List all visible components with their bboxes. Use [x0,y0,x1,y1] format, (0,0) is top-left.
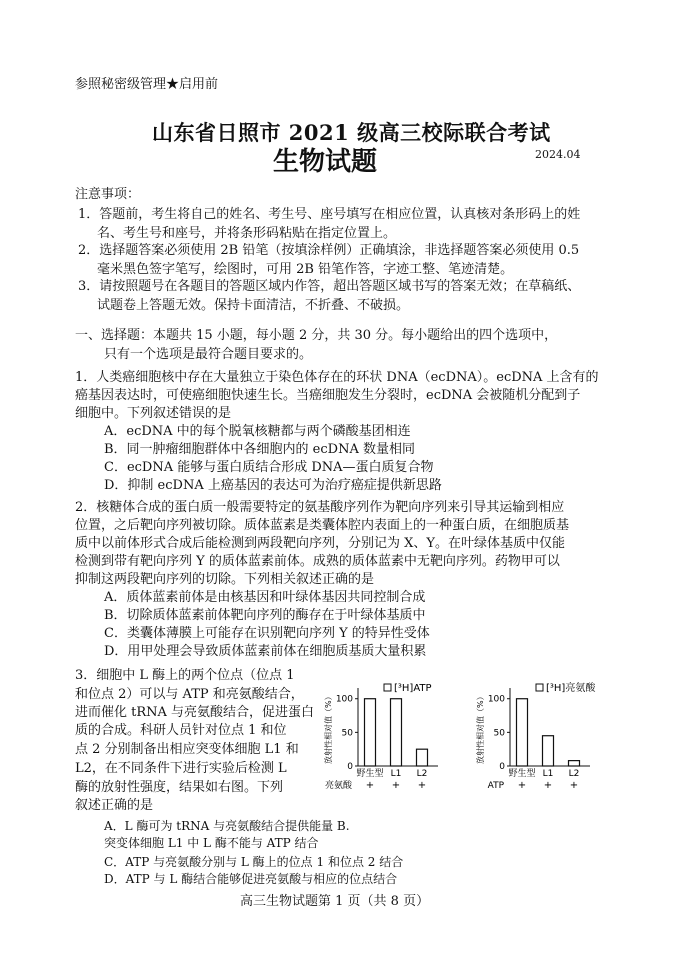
notice-item-2-cont: 毫米黑色签字笔写，绘图时，可用 2B 铅笔作答，字迹工整、笔迹清楚。 [97,262,514,277]
q1-option-d: D．抑制 ecDNA 上癌基因的表达可为治疗癌症提供新思路 [104,478,442,493]
notice-item-1-cont: 名、考生号和座号，并将条形码粘贴在指定位置上。 [97,226,397,241]
q1-stem-line: 1．人类癌细胞核中存在大量独立于染色体存在的环状 DNA（ecDNA）。ecDNA 上含有的 [75,370,599,385]
y-tick-label: 100 [487,694,505,705]
q3-option-d: D．ATP 与 L 酶结合能够促进亮氨酸与相应的位点结合 [104,872,398,886]
chart-atp-svg [322,680,472,796]
q3-stem-line: 进而催化 tRNA 与亮氨酸结合，促进蛋白 [75,705,315,720]
legend-swatch [536,684,543,691]
x-tick-label: 野生型 [356,769,384,779]
q3-stem-line: 3．细胞中 L 酶上的两个位点（位点 1 [75,668,295,683]
condition-mark: + [365,780,375,791]
q3-option-c: C．ATP 与亮氨酸分别与 L 酶上的位点 1 和位点 2 结合 [104,855,404,869]
secrecy-label: 参照秘密级管理★启用前 [75,77,219,92]
notice-heading: 注意事项： [75,187,141,202]
condition-label: ATP [487,781,504,791]
chart-leucine-svg [474,680,624,796]
q1-option-c: C．ecDNA 能够与蛋白质结合形成 DNA—蛋白质复合物 [104,460,434,475]
y-tick-label: 0 [499,762,505,772]
legend-label: [³H]亮氨酸 [546,683,596,694]
q3-stem-line: L2，在不同条件下进行实验后检测 L [75,761,287,776]
q3-stem-line: 质的合成。科研人员针对位点 1 和位 [75,723,287,738]
bar-L2 [569,761,580,766]
notice-item-2: 2．选择题答案必须使用 2B 铅笔（按填涂样例）正确填涂，非选择题答案必须使用 0.5 [78,243,580,258]
notice-item-3-cont: 试题卷上答题无效。保持卡面清洁，不折叠、不破损。 [97,298,410,313]
q2-stem-line: 抑制这两段靶向序列的切除。下列相关叙述正确的是 [75,572,375,587]
bar-野生型 [517,699,528,766]
x-tick-label: L2 [416,769,428,779]
q3-stem-line: 和位点 2）可以与 ATP 和亮氨酸结合， [75,687,304,702]
y-tick-label: 50 [493,728,505,739]
q2-stem-line: 质中以前体形式合成后能检测到两段靶向序列，分别记为 X、Y。在叶绿体基质中仅能 [75,536,565,551]
exam-title: 山东省日照市 2021 级高三校际联合考试 [152,120,551,145]
condition-mark: + [391,780,401,791]
q2-option-b: B．切除质体蓝素前体靶向序列的酶存在于叶绿体基质中 [104,608,426,623]
page-footer: 高三生物试题第 1 页（共 8 页） [240,894,430,909]
legend-swatch [384,684,391,691]
section-heading-cont: 只有一个选项是最符合题目要求的。 [104,347,313,362]
y-axis-label: 放射性相对值（%） [324,692,333,764]
x-tick-label: L1 [542,769,554,779]
notice-item-3: 3．请按照题号在各题目的答题区域内作答，超出答题区域书写的答案无效；在草稿纸、 [78,279,581,294]
condition-mark: + [417,780,427,791]
chart-leucine [474,680,624,796]
subject-title: 生物试题 [273,147,378,177]
q2-stem-line: 检测到带有靶向序列 Y 的质体蓝素前体。成熟的质体蓝素中无靶向序列。药物甲可以 [75,554,560,569]
q2-option-c: C．类囊体薄膜上可能存在识别靶向序列 Y 的特异性受体 [104,626,430,641]
y-tick-label: 0 [347,762,353,772]
q1-option-b: B．同一肿瘤细胞群体中各细胞内的 ecDNA 数量相同 [104,442,415,457]
condition-mark: + [569,780,579,791]
q2-stem-line: 2．核糖体合成的蛋白质一般需要特定的氨基酸序列作为靶向序列来引导其运输到相应 [75,500,565,515]
bar-L1 [543,736,554,766]
condition-mark: + [517,780,527,791]
q3-stem-line: 点 2 分别制备出相应突变体细胞 L1 和 [75,742,299,757]
x-tick-label: 野生型 [508,769,536,779]
q3-option-b: 突变体细胞 L1 中 L 酶不能与 ATP 结合 [104,836,319,850]
y-tick-label: 100 [335,694,353,705]
q2-option-d: D．用甲处理会导致质体蓝素前体在细胞质基质大量积累 [104,644,427,659]
q3-stem-line: 叙述正确的是 [75,798,154,813]
q3-stem-line: 酶的放射性强度，结果如右图。下列 [75,780,284,795]
section-heading: 一、选择题：本题共 15 小题，每小题 2 分，共 30 分。每小题给出的四个选项中， [75,328,558,343]
y-axis-label: 放射性相对值（%） [476,692,485,764]
notice-item-1: 1．答题前，考生将自己的姓名、考生号、座号填写在相应位置，认真核对条形码上的姓 [78,207,581,222]
chart-atp [322,680,472,796]
exam-date: 2024.04 [535,148,581,161]
q1-stem-line: 癌基因表达时，可使癌细胞快速生长。当癌细胞发生分裂时，ecDNA 会被随机分配到子 [75,388,581,403]
q1-option-a: A．ecDNA 中的每个脱氧核糖都与两个磷酸基团相连 [104,424,411,439]
q2-option-a: A．质体蓝素前体是由核基因和叶绿体基因共同控制合成 [104,590,426,605]
legend-label: [³H]ATP [394,683,432,694]
x-tick-label: L1 [390,769,402,779]
bar-L1 [391,699,402,766]
bar-野生型 [365,699,376,766]
bar-L2 [417,749,428,766]
condition-label: 亮氨酸 [324,781,352,791]
q2-stem-line: 位置，之后靶向序列被切除。质体蓝素是类囊体腔内表面上的一种蛋白质，在细胞质基 [75,518,570,533]
q1-stem-line: 细胞中。下列叙述错误的是 [75,406,232,421]
condition-mark: + [543,780,553,791]
y-tick-label: 50 [341,728,353,739]
x-tick-label: L2 [568,769,580,779]
q3-option-a: A．L 酶可为 tRNA 与亮氨酸结合提供能量 B. [104,819,350,833]
